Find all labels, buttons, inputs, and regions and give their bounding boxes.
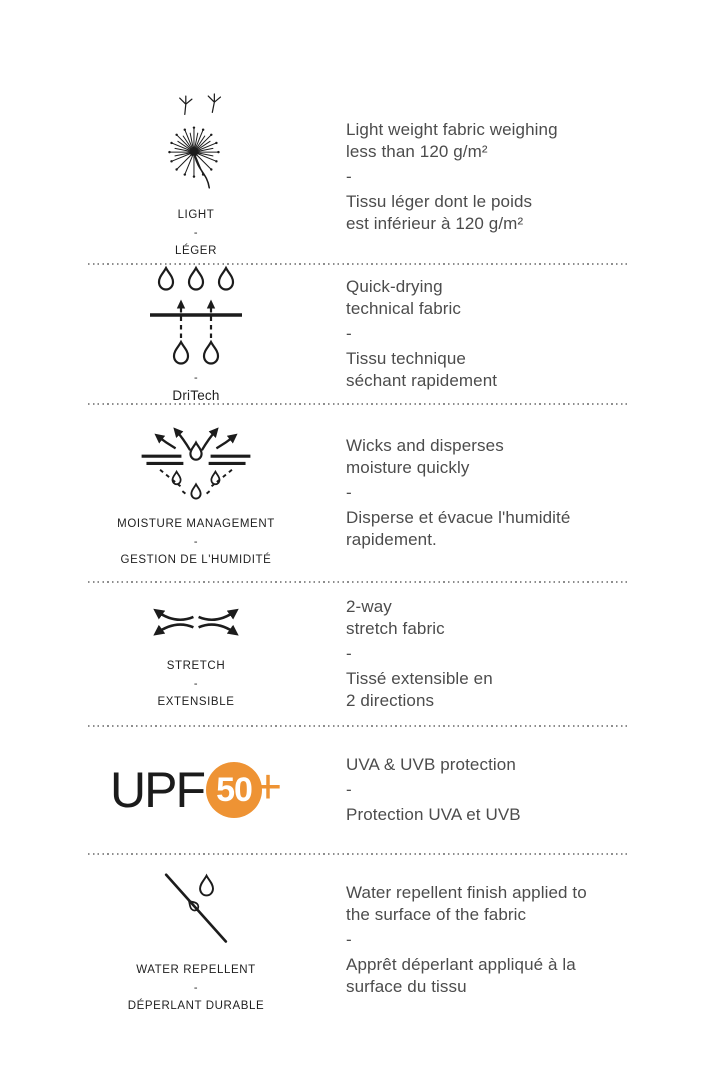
description-line: est inférieur à 120 g/m² <box>346 213 524 233</box>
description-line: surface du tissu <box>346 977 467 996</box>
label-line: STRETCH <box>166 659 226 672</box>
description-line: Wicks and disperses <box>346 436 504 455</box>
icon-label-stretch <box>158 657 235 711</box>
quick-dry-drops-icon <box>149 263 243 367</box>
description-line: Tissé extensible en <box>346 669 493 688</box>
feature-description-water-repellent <box>304 882 628 998</box>
label-dash: - <box>193 981 199 994</box>
label-line: LIGHT <box>177 209 215 221</box>
label-line: MOISTURE MANAGEMENT <box>117 517 275 530</box>
label-dash: - <box>193 535 199 548</box>
feature-section-stretch <box>88 583 628 725</box>
feature-section-water-repellent <box>88 855 628 1025</box>
description-line: 2-way <box>346 597 392 616</box>
feature-description-dritech <box>304 276 628 392</box>
description-line: moisture quickly <box>346 458 470 477</box>
description-dash: - <box>346 166 352 186</box>
feature-section-dritech <box>88 265 628 403</box>
feature-section-light <box>88 90 628 263</box>
feature-section-moisture <box>88 405 628 581</box>
feature-description-upf <box>304 754 628 826</box>
description-line: Tissu léger dont le poids <box>346 191 533 211</box>
description-dash: - <box>346 644 352 663</box>
upf-50-badge <box>110 762 282 818</box>
label-line: GESTION DE L'HUMIDITÉ <box>120 553 272 566</box>
label-dash: - <box>193 677 199 690</box>
description-line: stretch fabric <box>346 619 445 638</box>
description-line: séchant rapidement <box>346 371 498 390</box>
description-line: Water repellent finish applied to <box>346 883 587 902</box>
label-dash: - <box>194 372 198 384</box>
label-dash: - <box>193 227 199 239</box>
icon-label-light <box>175 206 217 260</box>
description-dash: - <box>346 483 352 502</box>
label-line: LÉGER <box>175 245 217 257</box>
label-line: DÉPERLANT DURABLE <box>127 999 265 1012</box>
icon-label-dritech <box>172 369 219 405</box>
label-line: DriTech <box>172 388 220 403</box>
upf-circle: 50 <box>206 762 262 818</box>
icon-label-water-repellent <box>128 961 265 1015</box>
dandelion-icon <box>146 93 246 197</box>
description-line: less than 120 g/m² <box>346 141 488 161</box>
description-line: rapidement. <box>346 530 437 549</box>
water-repellent-icon <box>155 866 237 952</box>
feature-section-upf <box>88 727 628 853</box>
icon-label-moisture <box>117 515 275 569</box>
description-line: Tissu technique <box>346 349 466 368</box>
description-dash: - <box>346 324 352 343</box>
description-dash: - <box>346 780 352 799</box>
description-line: Apprêt déperlant appliqué à la <box>346 955 576 974</box>
upf-plus: + <box>253 761 283 814</box>
description-line: Quick-drying <box>346 277 443 296</box>
moisture-dispersion-icon <box>128 418 264 506</box>
label-line: WATER REPELLENT <box>136 963 256 976</box>
description-line: UVA & UVB protection <box>346 755 516 774</box>
upf-text: UPF <box>109 762 204 818</box>
description-line: technical fabric <box>346 299 461 318</box>
description-line: Disperse et évacue l'humidité <box>346 508 571 527</box>
feature-description-stretch <box>304 596 628 712</box>
description-dash: - <box>346 930 352 949</box>
label-line: EXTENSIBLE <box>157 695 235 708</box>
feature-description-light <box>304 119 628 235</box>
stretch-arrows-icon <box>143 598 249 648</box>
description-line: Protection UVA et UVB <box>346 805 521 824</box>
description-line: the surface of the fabric <box>346 905 527 924</box>
description-line: Light weight fabric weighing <box>346 119 558 139</box>
feature-description-moisture <box>304 435 628 551</box>
description-line: 2 directions <box>346 691 435 710</box>
